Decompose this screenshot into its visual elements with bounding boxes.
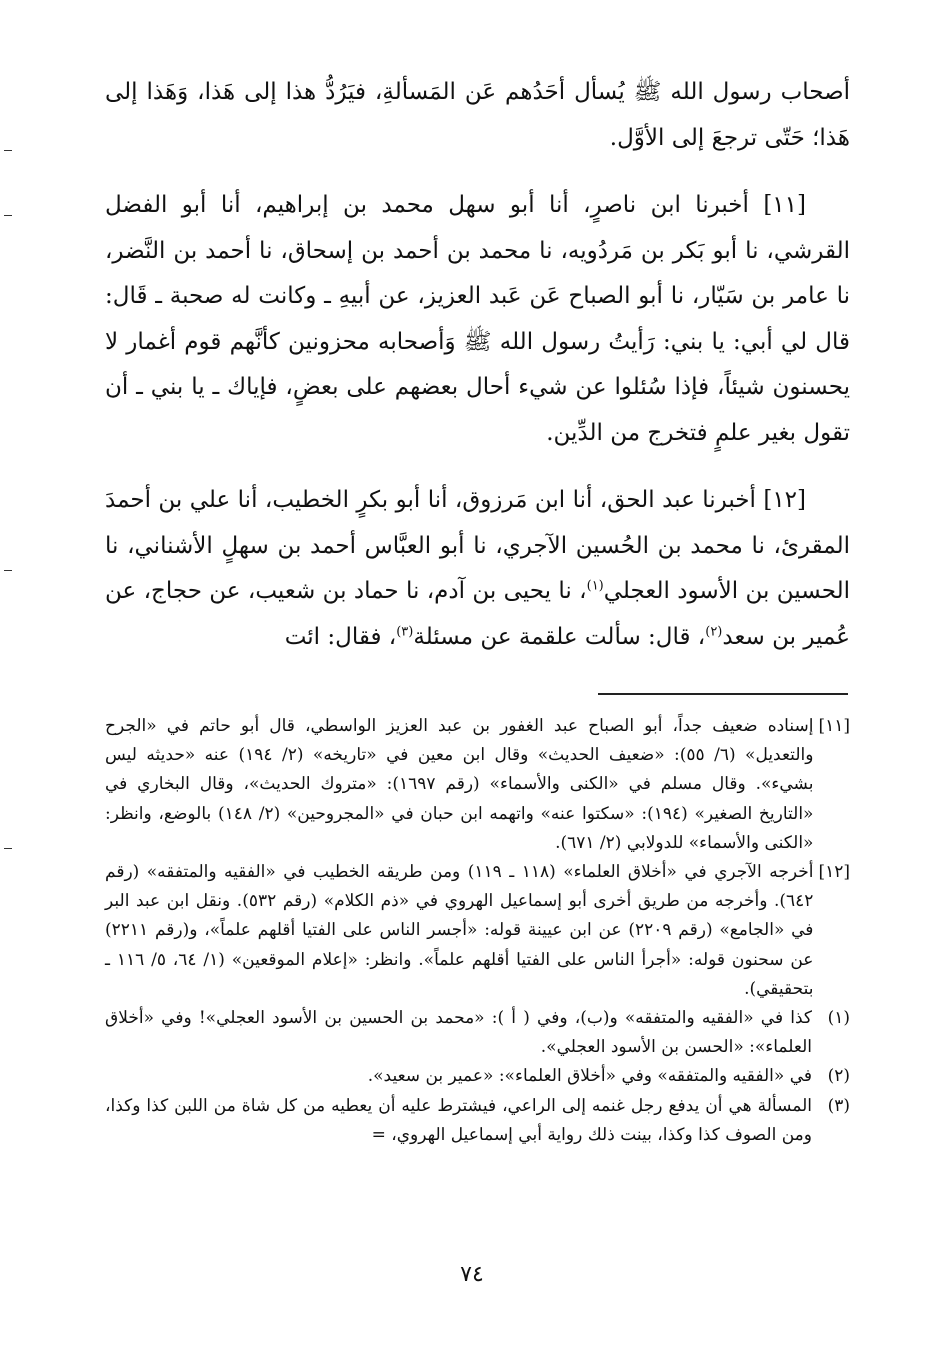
footnote-label: (٣) xyxy=(827,1095,850,1116)
main-text xyxy=(105,70,850,660)
footnote-ref-3[interactable]: (٣) xyxy=(396,623,414,639)
entry-text: ، قال: سألت علقمة عن مسئلة xyxy=(413,623,706,650)
footnote-ref-1[interactable]: (١) xyxy=(586,578,604,594)
footnote-text: المسألة هي أن يدفع رجل غنمه إلى الراعي، فيشترط عليه أن يعطيه من كل شاة من اللبن كذا وكذا، ومن الصوف كذا وكذا، بينت ذلك رواية أبي إسماعيل الهروي، = xyxy=(105,1095,812,1145)
footnote-1 xyxy=(105,1004,850,1062)
page-number: ٧٤ xyxy=(460,1262,484,1287)
footnotes xyxy=(105,712,850,1150)
footnote-12 xyxy=(105,858,850,1004)
footnote-label: [١٢] xyxy=(818,862,850,883)
footnote-text: في «الفقيه والمتفقه» وفي «أخلاق العلماء»: «عمير بن سعيد». xyxy=(367,1066,812,1087)
entry-number: [١٢] xyxy=(763,487,807,513)
margin-mark xyxy=(4,570,12,571)
entry-number: [١١] xyxy=(763,192,806,218)
entry-text: أخبرنا عبد الحق، أنا ابن مَرزوق، أنا أبو بكرٍ الخطيب، أنا علي بن أحمدَ المقرئ، نا محمد بن الحُسين الآجري، نا أبو العبَّاس أحمد بن سهلٍ الأشناني، نا الحسين بن الأسود العجلي xyxy=(105,487,850,604)
footnote-2 xyxy=(105,1062,850,1091)
entry-12-paragraph xyxy=(105,478,850,660)
footnote-separator xyxy=(598,693,848,695)
footnote-text: أخرجه الآجري في «أخلاق العلماء» (١١٨ ـ ١١٩) ومن طريقه الخطيب في «الفقيه والمتفقه» (رقم ٦٤٢). وأخرجه من طريق أخرى أبو إسماعيل الهروي في «ذم الكلام» (رقم ٥٣٢). ونقل ابن عبد البر في «الجامع» (رقم ٢٢٠٩) عن ابن عيينة قوله: «أجسر الناس على الفتيا أقلهم علماً»، و(رقم ٢٢١١) عن سحنون قوله: «أجرأ الناس على الفتيا أقلهم علماً». وانظر: «إعلام الموقعين» (١/ ٦٤، ٥/ ١١٦ ـ بتحقيقي). xyxy=(105,862,814,999)
entry-11-paragraph xyxy=(105,183,850,456)
entry-text: ، فقال: ائت xyxy=(284,623,397,650)
footnote-text: إسناده ضعيف جداً، أبو الصباح عبد الغفور بن عبد العزيز الواسطي، قال أبو حاتم في «الجرح والتعديل» (٦/ ٥٥): «ضعيف الحديث» وقال ابن معين في «تاريخه» (٢/ ١٩٤) عنه «حديثه ليس بشيء». وقال مسلم في «الكنى والأسماء» (رقم ١٦٩٧): «متروك الحديث»، وقال البخاري في «التاريخ الصغير» (١٩٤): «سكتوا عنه» واتهمه ابن حبان في «المجروحين» (٢/ ١٤٨) بالوضع، وانظر: «الكنى والأسماء» للدولابي (٢/ ٦٧١). xyxy=(105,716,814,853)
margin-mark xyxy=(4,150,12,151)
footnote-3 xyxy=(105,1092,850,1150)
footnote-text: كذا في «الفقيه والمتفقه» و(ب)، وفي ( أ ): «محمد بن الحسين بن الأسود العجلي»! وفي «أخلاق العلماء»: «الحسن بن الأسود العجلي». xyxy=(105,1008,812,1058)
footnote-ref-2[interactable]: (٢) xyxy=(705,623,723,639)
margin-mark xyxy=(4,848,12,849)
footnote-11 xyxy=(105,712,850,858)
entry-text: أخبرنا ابن ناصرٍ، أنا أبو سهل محمد بن إبراهيم، أنا أبو الفضل القرشي، نا أبو بَكر بن مَردُويه، نا محمد بن أحمد بن إسحاق، نا أحمد بن النَّضر، نا عامر بن سَيّار، نا أبو الصباح عَن عَبد العزيز، عن أبيهِ ـ وكانت له صحبة ـ قَال: قال لي أبي: يا بني: رَأيتُ رسول الله ﷺ وَأصحابه محزونين كأنَّهم قوم أغمار لا يحسنون شيئاً، فإذا سُئلوا عن شيء أحال بعضهم على بعضٍ، فإياك ـ يا بني ـ أن تقول بغير علمٍ فتخرج من الدِّين. xyxy=(105,192,850,446)
entry-text: ، نا يحيى بن آدم، نا حماد بن شعيب، عن حجاج، عن عُمير بن سعد xyxy=(105,578,850,650)
footnote-label: (١) xyxy=(827,1008,850,1029)
footnote-label: (٢) xyxy=(827,1066,850,1087)
margin-mark xyxy=(4,215,12,216)
continuation-paragraph: أصحاب رسول الله ﷺ يُسأل أحَدُهم عَن المَسألةِ، فيَرُدُّ هذا إلى هَذا، وَهَذا إلى هَذا؛ حَتّى ترجعَ إلى الأوَّل. xyxy=(105,79,850,151)
footnote-label: [١١] xyxy=(818,716,850,736)
